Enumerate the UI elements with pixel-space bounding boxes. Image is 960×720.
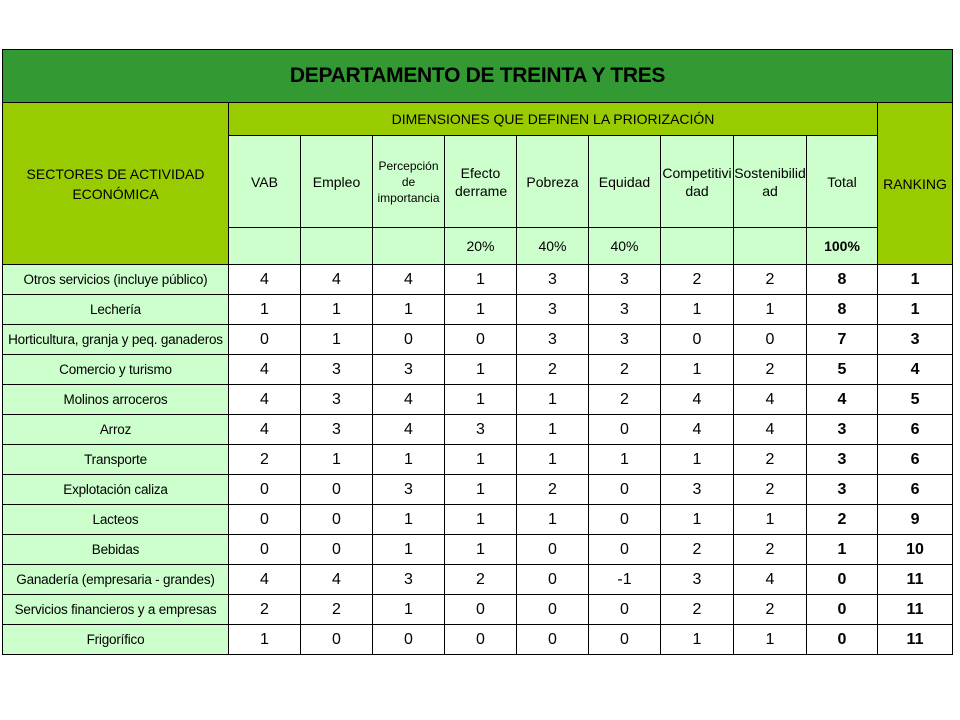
score-percepcion: 1 [373,445,445,475]
score-total: 3 [807,475,878,505]
score-total: 7 [807,325,878,355]
score-competitividad: 0 [661,325,734,355]
score-sostenibilidad: 4 [734,385,807,415]
score-competitividad: 1 [661,295,734,325]
sector-name: Comercio y turismo [3,355,229,385]
table-row [3,445,953,475]
score-pobreza: 1 [517,415,589,445]
score-percepcion: 4 [373,415,445,445]
weight-percepcion [373,228,445,265]
score-percepcion: 4 [373,265,445,295]
score-pobreza: 2 [517,475,589,505]
col-header-total: Total [807,136,878,228]
score-pobreza: 0 [517,595,589,625]
weight-efecto-derrame: 20% [445,228,517,265]
sector-name: Lechería [3,295,229,325]
score-percepcion: 1 [373,295,445,325]
table-row [3,625,953,655]
ranking-value: 11 [878,595,953,625]
score-vab: 0 [229,535,301,565]
score-equidad: 0 [589,505,661,535]
score-percepcion: 1 [373,595,445,625]
weight-total: 100% [807,228,878,265]
score-sostenibilidad: 2 [734,445,807,475]
score-vab: 4 [229,385,301,415]
weight-empleo [301,228,373,265]
sectors-header: SECTORES DE ACTIVIDAD ECONÓMICA [3,103,229,265]
score-empleo: 3 [301,355,373,385]
score-total: 0 [807,625,878,655]
score-competitividad: 1 [661,625,734,655]
score-equidad: 3 [589,325,661,355]
weight-sostenibilidad [734,228,807,265]
score-percepcion: 0 [373,625,445,655]
ranking-value: 11 [878,565,953,595]
score-competitividad: 1 [661,355,734,385]
col-header-pobreza: Pobreza [517,136,589,228]
score-efecto-derrame: 1 [445,475,517,505]
score-sostenibilidad: 2 [734,475,807,505]
score-percepcion: 0 [373,325,445,355]
score-competitividad: 2 [661,535,734,565]
table-row [3,295,953,325]
score-total: 3 [807,415,878,445]
table-title: DEPARTAMENTO DE TREINTA Y TRES [3,50,953,103]
score-equidad: 3 [589,295,661,325]
score-vab: 4 [229,265,301,295]
score-efecto-derrame: 1 [445,355,517,385]
score-sostenibilidad: 4 [734,565,807,595]
score-sostenibilidad: 2 [734,535,807,565]
score-sostenibilidad: 2 [734,265,807,295]
score-competitividad: 1 [661,505,734,535]
score-total: 8 [807,265,878,295]
score-vab: 0 [229,325,301,355]
sector-name: Bebidas [3,535,229,565]
score-empleo: 3 [301,415,373,445]
header-row-1 [3,103,953,136]
score-efecto-derrame: 1 [445,505,517,535]
score-empleo: 0 [301,475,373,505]
score-efecto-derrame: 1 [445,385,517,415]
ranking-value: 10 [878,535,953,565]
ranking-value: 3 [878,325,953,355]
score-total: 1 [807,535,878,565]
weight-equidad: 40% [589,228,661,265]
score-empleo: 4 [301,265,373,295]
score-empleo: 0 [301,505,373,535]
score-equidad: 2 [589,385,661,415]
weight-competitividad [661,228,734,265]
ranking-value: 1 [878,265,953,295]
score-vab: 4 [229,415,301,445]
score-vab: 4 [229,355,301,385]
score-total: 4 [807,385,878,415]
ranking-value: 9 [878,505,953,535]
score-efecto-derrame: 0 [445,325,517,355]
score-sostenibilidad: 2 [734,355,807,385]
score-empleo: 2 [301,595,373,625]
dimensions-header: DIMENSIONES QUE DEFINEN LA PRIORIZACIÓN [229,103,878,136]
score-pobreza: 3 [517,295,589,325]
table-row [3,325,953,355]
weight-pobreza: 40% [517,228,589,265]
score-equidad: 2 [589,355,661,385]
score-equidad: -1 [589,565,661,595]
score-sostenibilidad: 0 [734,325,807,355]
score-equidad: 0 [589,535,661,565]
prioritization-table [2,49,953,655]
score-percepcion: 3 [373,475,445,505]
score-empleo: 0 [301,625,373,655]
score-equidad: 0 [589,415,661,445]
sector-name: Otros servicios (incluye público) [3,265,229,295]
sector-name: Frigorífico [3,625,229,655]
score-percepcion: 3 [373,565,445,595]
score-empleo: 1 [301,325,373,355]
score-sostenibilidad: 2 [734,595,807,625]
score-sostenibilidad: 1 [734,625,807,655]
score-efecto-derrame: 0 [445,595,517,625]
ranking-value: 6 [878,445,953,475]
ranking-value: 11 [878,625,953,655]
ranking-value: 6 [878,415,953,445]
table-row [3,475,953,505]
score-equidad: 3 [589,265,661,295]
sector-name: Explotación caliza [3,475,229,505]
score-percepcion: 4 [373,385,445,415]
score-pobreza: 1 [517,385,589,415]
sector-name: Transporte [3,445,229,475]
score-competitividad: 2 [661,265,734,295]
score-total: 3 [807,445,878,475]
score-equidad: 0 [589,595,661,625]
table-row [3,595,953,625]
score-empleo: 3 [301,385,373,415]
score-percepcion: 1 [373,535,445,565]
score-pobreza: 2 [517,355,589,385]
ranking-value: 5 [878,385,953,415]
table-row [3,415,953,445]
score-empleo: 4 [301,565,373,595]
score-vab: 1 [229,625,301,655]
table-row [3,565,953,595]
score-vab: 4 [229,565,301,595]
score-vab: 2 [229,595,301,625]
score-total: 0 [807,565,878,595]
col-header-sostenibilidad: Sostenibilidad [734,136,807,228]
score-pobreza: 0 [517,535,589,565]
score-efecto-derrame: 3 [445,415,517,445]
score-equidad: 0 [589,475,661,505]
score-efecto-derrame: 1 [445,295,517,325]
sector-name: Arroz [3,415,229,445]
score-total: 0 [807,595,878,625]
score-percepcion: 3 [373,355,445,385]
score-total: 8 [807,295,878,325]
ranking-value: 1 [878,295,953,325]
score-equidad: 1 [589,445,661,475]
table-row [3,355,953,385]
score-pobreza: 1 [517,445,589,475]
table-row [3,535,953,565]
score-sostenibilidad: 4 [734,415,807,445]
score-pobreza: 3 [517,265,589,295]
sector-name: Molinos arroceros [3,385,229,415]
score-competitividad: 3 [661,565,734,595]
score-total: 2 [807,505,878,535]
title-row [3,50,953,103]
ranking-value: 6 [878,475,953,505]
score-pobreza: 1 [517,505,589,535]
score-pobreza: 0 [517,625,589,655]
sector-name: Servicios financieros y a empresas [3,595,229,625]
ranking-value: 4 [878,355,953,385]
score-competitividad: 1 [661,445,734,475]
score-percepcion: 1 [373,505,445,535]
score-pobreza: 3 [517,325,589,355]
table-row [3,265,953,295]
col-header-empleo: Empleo [301,136,373,228]
sector-name: Ganadería (empresaria - grandes) [3,565,229,595]
score-competitividad: 4 [661,385,734,415]
score-efecto-derrame: 2 [445,565,517,595]
score-pobreza: 0 [517,565,589,595]
score-competitividad: 3 [661,475,734,505]
score-sostenibilidad: 1 [734,505,807,535]
sector-name: Lacteos [3,505,229,535]
table-row [3,385,953,415]
score-efecto-derrame: 0 [445,625,517,655]
score-sostenibilidad: 1 [734,295,807,325]
col-header-percepcion: Percepción de importancia [373,136,445,228]
score-vab: 2 [229,445,301,475]
score-efecto-derrame: 1 [445,265,517,295]
score-vab: 0 [229,475,301,505]
score-empleo: 1 [301,445,373,475]
ranking-header: RANKING [878,103,953,265]
score-efecto-derrame: 1 [445,445,517,475]
col-header-equidad: Equidad [589,136,661,228]
col-header-vab: VAB [229,136,301,228]
score-equidad: 0 [589,625,661,655]
score-empleo: 1 [301,295,373,325]
score-vab: 1 [229,295,301,325]
score-competitividad: 2 [661,595,734,625]
col-header-efecto-derrame: Efecto derrame [445,136,517,228]
weight-vab [229,228,301,265]
score-total: 5 [807,355,878,385]
sector-name: Horticultura, granja y peq. ganaderos [3,325,229,355]
score-empleo: 0 [301,535,373,565]
score-vab: 0 [229,505,301,535]
col-header-competitividad: Competitividad [661,136,734,228]
table-row [3,505,953,535]
score-competitividad: 4 [661,415,734,445]
score-efecto-derrame: 1 [445,535,517,565]
